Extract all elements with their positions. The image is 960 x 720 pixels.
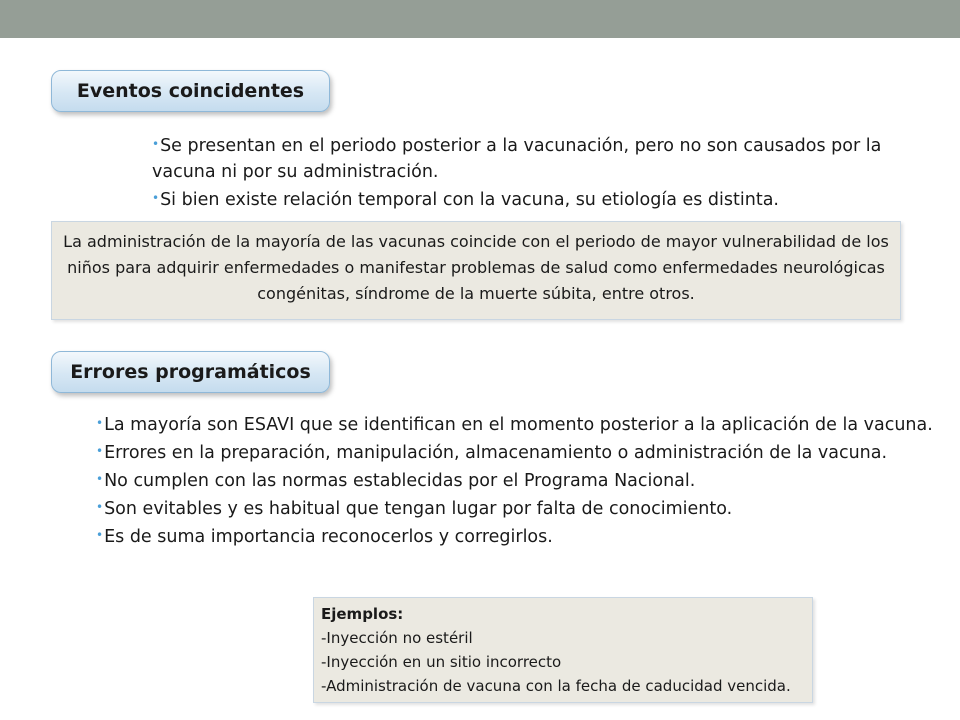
example-item: -Inyección en un sitio incorrecto	[321, 653, 562, 671]
example-item: -Administración de vacuna con la fecha de caducidad vencida.	[321, 677, 791, 695]
bullet-dot-icon: •	[96, 416, 104, 430]
bullet-item: •Se presentan en el periodo posterior a la vacunación, pero no son causados por la vacuna ni por su administración.	[152, 136, 882, 182]
bullet-dot-icon: •	[96, 500, 104, 514]
bullet-dot-icon: •	[96, 472, 104, 486]
section-heading-errores	[51, 351, 330, 393]
examples-box	[313, 597, 813, 703]
note-box-vulnerabilidad	[51, 221, 901, 320]
bullet-item: •La mayoría son ESAVI que se identifican en el momento posterior a la aplicación de la vacuna.	[96, 415, 933, 435]
bullet-item: •Es de suma importancia reconocerlos y corregirlos.	[96, 527, 553, 547]
note-text: La administración de la mayoría de las vacunas coincide con el periodo de mayor vulnerabilidad de los niños para adquirir enfermedades o manifestar problemas de salud como enfermedades neurológicas congénitas, síndrome de la muerte súbita, entre otros.	[63, 232, 889, 303]
bullet-dot-icon: •	[96, 528, 104, 542]
bullet-list-eventos	[152, 131, 922, 213]
bullet-item: •Errores en la preparación, manipulación, almacenamiento o administración de la vacuna.	[96, 443, 888, 463]
bullet-dot-icon: •	[96, 444, 104, 458]
bullet-item: •Son evitables y es habitual que tengan lugar por falta de conocimiento.	[96, 499, 733, 519]
section-heading-label: Eventos coincidentes	[76, 80, 305, 102]
bullet-list-errores	[96, 410, 936, 550]
top-bar	[0, 0, 960, 38]
example-item: -Inyección no estéril	[321, 629, 473, 647]
bullet-item: •No cumplen con las normas establecidas por el Programa Nacional.	[96, 471, 696, 491]
bullet-item: •Si bien existe relación temporal con la vacuna, su etiología es distinta.	[152, 190, 779, 210]
section-heading-eventos	[51, 70, 330, 112]
bullet-dot-icon: •	[152, 191, 160, 205]
section-heading-label: Errores programáticos	[70, 361, 311, 383]
bullet-dot-icon: •	[152, 137, 160, 151]
examples-title: Ejemplos:	[321, 605, 404, 623]
